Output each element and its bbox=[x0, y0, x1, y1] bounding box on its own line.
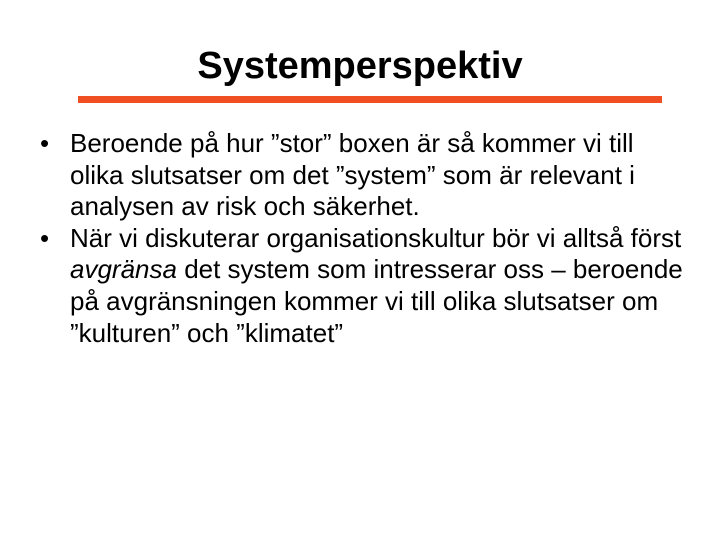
slide-title: Systemperspektiv bbox=[197, 45, 523, 87]
bullet-text: Beroende på hur ”stor” boxen är så kommer vi till olika slutsatser om det ”system” som är relevant i analysen av risk och säkerhet. bbox=[70, 128, 635, 222]
bullet-item-organisational-culture bbox=[0, 223, 720, 349]
bullet-text-before: När vi diskuterar organisationskultur bör vi alltså först bbox=[70, 222, 682, 253]
bullet-list bbox=[0, 128, 720, 349]
bullet-emphasis: avgränsa bbox=[70, 254, 177, 285]
bullet-marker: • bbox=[40, 222, 50, 253]
title-underline bbox=[78, 96, 662, 103]
bullet-marker: • bbox=[40, 128, 50, 158]
bullet-text-after: det system som intresserar oss – beroende på avgränsningen kommer vi till olika slutsatser om ”kulturen” och ”klimatet” bbox=[70, 254, 683, 348]
bullet-item-system-boundary bbox=[0, 128, 720, 223]
